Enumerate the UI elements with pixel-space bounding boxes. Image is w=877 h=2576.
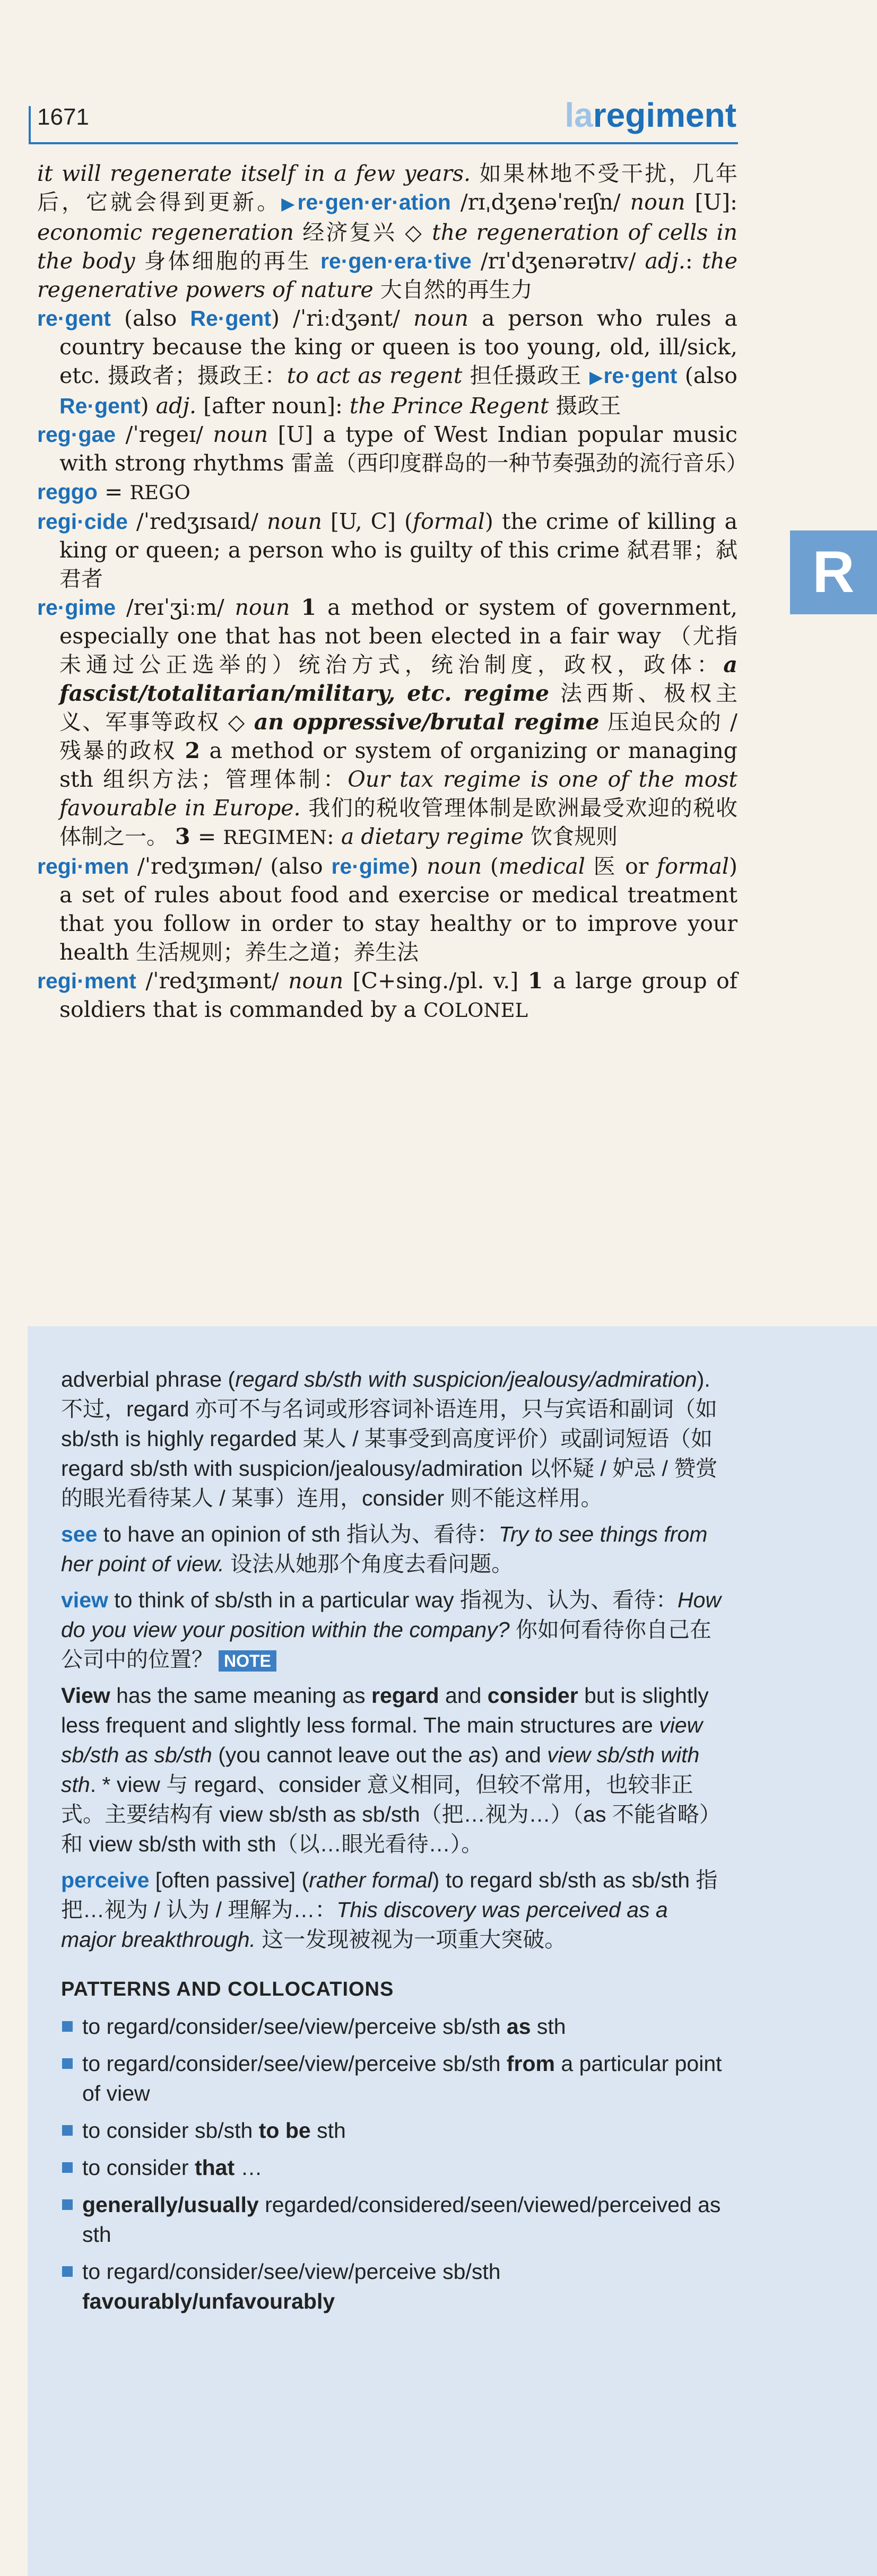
entry-regimen: regi·men /ˈredʒɪmən/ (also re·gime) noun (medical 医 or formal) a set of rules about food and exercise or medical treatment that you follow in order to stay healthy or to improve your health 生活规则；养生之道；养生法 bbox=[37, 854, 738, 965]
header-rule bbox=[29, 142, 738, 144]
headword-regiment: regi·ment bbox=[37, 969, 136, 993]
guide-word-ghost: la bbox=[565, 96, 593, 134]
derivative-arrow-icon: ▶ bbox=[589, 367, 604, 387]
collocation-list bbox=[61, 2012, 724, 2316]
collocation-item: to regard/consider/see/view/perceive sb/sth as sth bbox=[61, 2012, 724, 2041]
derivative-regeneration: re·gen·er·ation bbox=[297, 190, 451, 214]
entry-regenerate-continued: it will regenerate itself in a few years. 如果林地不受干扰，几年后，它就会得到更新。▶re·gen·er·ation /rɪˌdʒenəˈreɪʃn/ noun [U]: economic regeneration 经济复兴 ◇ the regeneration of cells in the body 身体细胞的再生 re·gen·era·tive /rɪˈdʒenərətɪv/ adj.: the regenerative powers of nature 大自然的再生力 bbox=[37, 161, 738, 302]
guide-word-text: regiment bbox=[593, 96, 736, 134]
entry-reggo: reggo = REGO bbox=[37, 479, 190, 504]
note-view-usage: View has the same meaning as regard and consider but is slightly less frequent and slightly less formal. The main structures are view sb/sth as sb/sth (you cannot leave out the as) and view sb/sth with sth. * view 与 regard、consider 意义相同，但较不常用，也较非正式。主要结构有 view sb/sth as sb/sth（把…视为…）（as 不能省略）和 view sb/sth with sth（以…眼光看待…）。 bbox=[61, 1683, 721, 1856]
headword-reggae: reg·gae bbox=[37, 422, 116, 447]
derivative-regenerative: re·gen·era·tive bbox=[320, 249, 472, 273]
note-badge: NOTE bbox=[219, 1650, 276, 1672]
headword-regime: re·gime bbox=[37, 595, 116, 620]
page-number: 1671 bbox=[37, 104, 89, 130]
entry-regicide: regi·cide /ˈredʒɪsaɪd/ noun [U, C] (formal) the crime of killing a king or queen; a person who is guilty of this crime 弑君罪；弑君者 bbox=[37, 509, 738, 591]
thumb-index-tab[interactable]: R bbox=[790, 530, 877, 614]
guide-word bbox=[565, 95, 736, 135]
headword-regicide: regi·cide bbox=[37, 509, 128, 534]
synonym-note bbox=[61, 1364, 724, 2323]
headword-regent: re·gent bbox=[37, 306, 111, 330]
collocation-item: to regard/consider/see/view/perceive sb/sth favourably/unfavourably bbox=[61, 2257, 724, 2316]
collocation-item: to consider that … bbox=[61, 2153, 724, 2182]
collocation-item: to consider sb/sth to be sth bbox=[61, 2116, 724, 2145]
collocation-item: generally/usually regarded/considered/seen/viewed/perceived as sth bbox=[61, 2190, 724, 2249]
header-rule-vertical bbox=[29, 106, 31, 144]
derivative-arrow-icon: ▶ bbox=[281, 194, 298, 214]
note-see: see to have an opinion of sth 指认为、看待：Try to see things from her point of view. 设法从她那个角度去看问题。 bbox=[61, 1522, 708, 1576]
headword-regimen: regi·men bbox=[37, 854, 129, 878]
cross-reference-rego: REGO bbox=[129, 481, 190, 504]
entry-list bbox=[37, 159, 748, 1025]
entry-regent: re·gent (also Re·gent) /ˈriːdʒənt/ noun a person who rules a country because the king or queen is too young, old, ill/sick, etc. 摄政者；摄政王：to act as regent 担任摄政王 ▶re·gent (also Re·gent) adj. [after noun]: the Prince Regent 摄政王 bbox=[37, 306, 737, 419]
headword-reggo: reggo bbox=[37, 480, 98, 504]
collocation-item: to regard/consider/see/view/perceive sb/sth from a particular point of view bbox=[61, 2049, 724, 2108]
entry-regiment: regi·ment /ˈredʒɪmənt/ noun [C+sing./pl. v.] 1 a large group of soldiers that is commanded by a COLONEL bbox=[37, 968, 737, 1022]
note-paragraph-regard: adverbial phrase (regard sb/sth with suspicion/jealousy/admiration). 不过，regard 亦可不与名词或形容词补语连用，只与宾语和副词（如 sb/sth is highly regarded 某人 / 某事受到高度评价）或副词短语（如 regard sb/sth with suspicion/jealousy/admiration 以怀疑 / 妒忌 / 赞赏的眼光看待某人 / 某事）连用，consider 则不能这样用。 bbox=[61, 1367, 718, 1510]
patterns-heading: PATTERNS AND COLLOCATIONS bbox=[61, 1978, 394, 2000]
entry-regime: re·gime /reɪˈʒiːm/ noun 1 a method or system of government, especially one that has not been elected in a fair way （尤指未通过公正选举的）统治方式，统治制度，政权，政体：a fascist/totalitarian/military, etc. regime 法西斯、极权主义、军事等政权 ◇ an oppressive/brutal regime 压迫民众的 / 残暴的政权 2 a method or system of organizing or managing sth 组织方法；管理体制：Our tax regime is one of the most favourable in Europe. 我们的税收管理体制是欧洲最受欢迎的税收体制之一。 3 = REGIMEN: a dietary regime 饮食规则 bbox=[37, 595, 738, 849]
note-perceive: perceive [often passive] (rather formal) to regard sb/sth as sb/sth 指把…视为 / 认为 / 理解为…：This discovery was perceived as a major breakthrough. 这一发现被视为一项重大突破。 bbox=[61, 1868, 718, 1952]
note-view: view to think of sb/sth in a particular way 指视为、认为、看待：How do you view your position within the company? 你如何看待你自己在公司中的位置？ NOTE bbox=[61, 1588, 722, 1672]
entry-reggae: reg·gae /ˈregeɪ/ noun [U] a type of West Indian popular music with strong rhythms 雷盖（西印度群岛的一种节奏强劲的流行音乐） bbox=[37, 422, 748, 476]
